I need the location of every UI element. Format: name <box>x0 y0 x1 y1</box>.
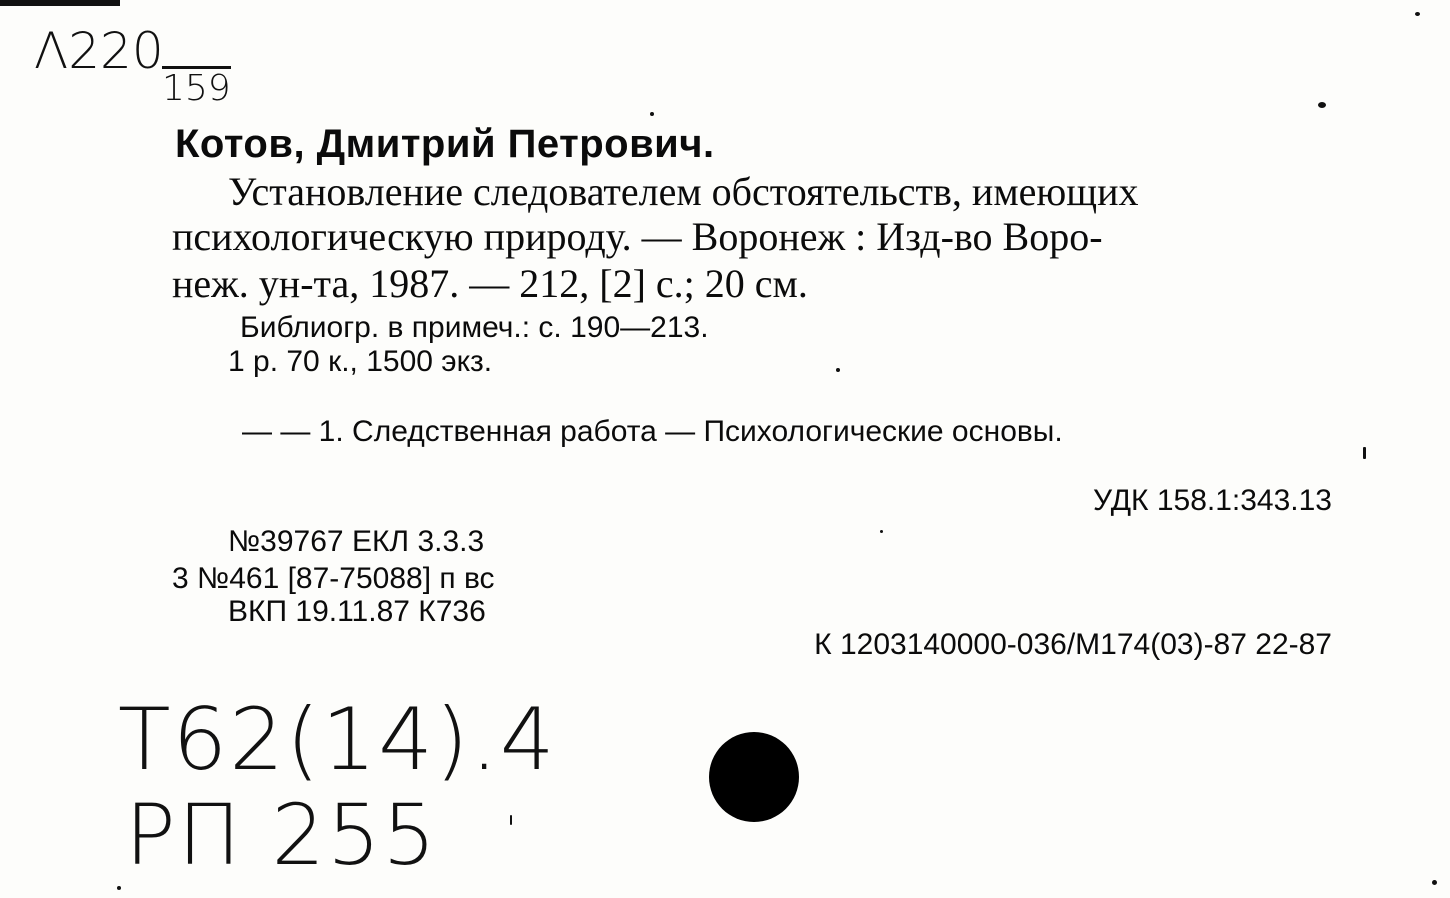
speck <box>1415 12 1420 16</box>
title-line-2: психологическую природу. — Воронеж : Изд-во Воро- <box>172 214 1103 259</box>
author-heading: Котов, Дмитрий Петрович. <box>175 122 715 166</box>
udk-code: УДК 158.1:343.13 <box>1092 484 1332 517</box>
speck <box>836 368 840 372</box>
handwritten-class-2: РП 255 <box>125 786 438 884</box>
speck <box>1432 880 1437 885</box>
punch-hole <box>709 732 799 822</box>
card-edge-shadow <box>0 0 120 6</box>
record-number-2: 3 №461 [87-75088] п вс <box>172 562 495 595</box>
subject-heading: — — 1. Следственная работа — Психологические основы. <box>242 415 1063 448</box>
speck <box>1318 102 1326 108</box>
price-note: 1 р. 70 к., 1500 экз. <box>228 345 493 378</box>
speck <box>650 112 654 116</box>
record-number-1: №39767 ЕКЛ 3.3.3 <box>228 525 485 558</box>
handwritten-shelf-mark: Λ220 <box>34 22 164 80</box>
k-code: К 1203140000-036/М174(03)-87 22-87 <box>814 628 1332 661</box>
record-number-3: ВКП 19.11.87 К736 <box>228 595 486 628</box>
speck <box>880 530 883 533</box>
title-line-1: Установление следователем обстоятельств, имеющих <box>228 169 1139 214</box>
bibliography-note: Библиогр. в примеч.: с. 190—213. <box>240 311 709 344</box>
title-line-3: неж. ун-та, 1987. — 212, [2] с.; 20 см. <box>172 261 808 306</box>
handwritten-shelf-sub: 159 <box>162 68 231 109</box>
speck <box>1363 447 1366 459</box>
speck <box>117 886 121 890</box>
handwritten-class-1: Т62(14).4 <box>118 690 557 790</box>
speck <box>510 815 512 825</box>
